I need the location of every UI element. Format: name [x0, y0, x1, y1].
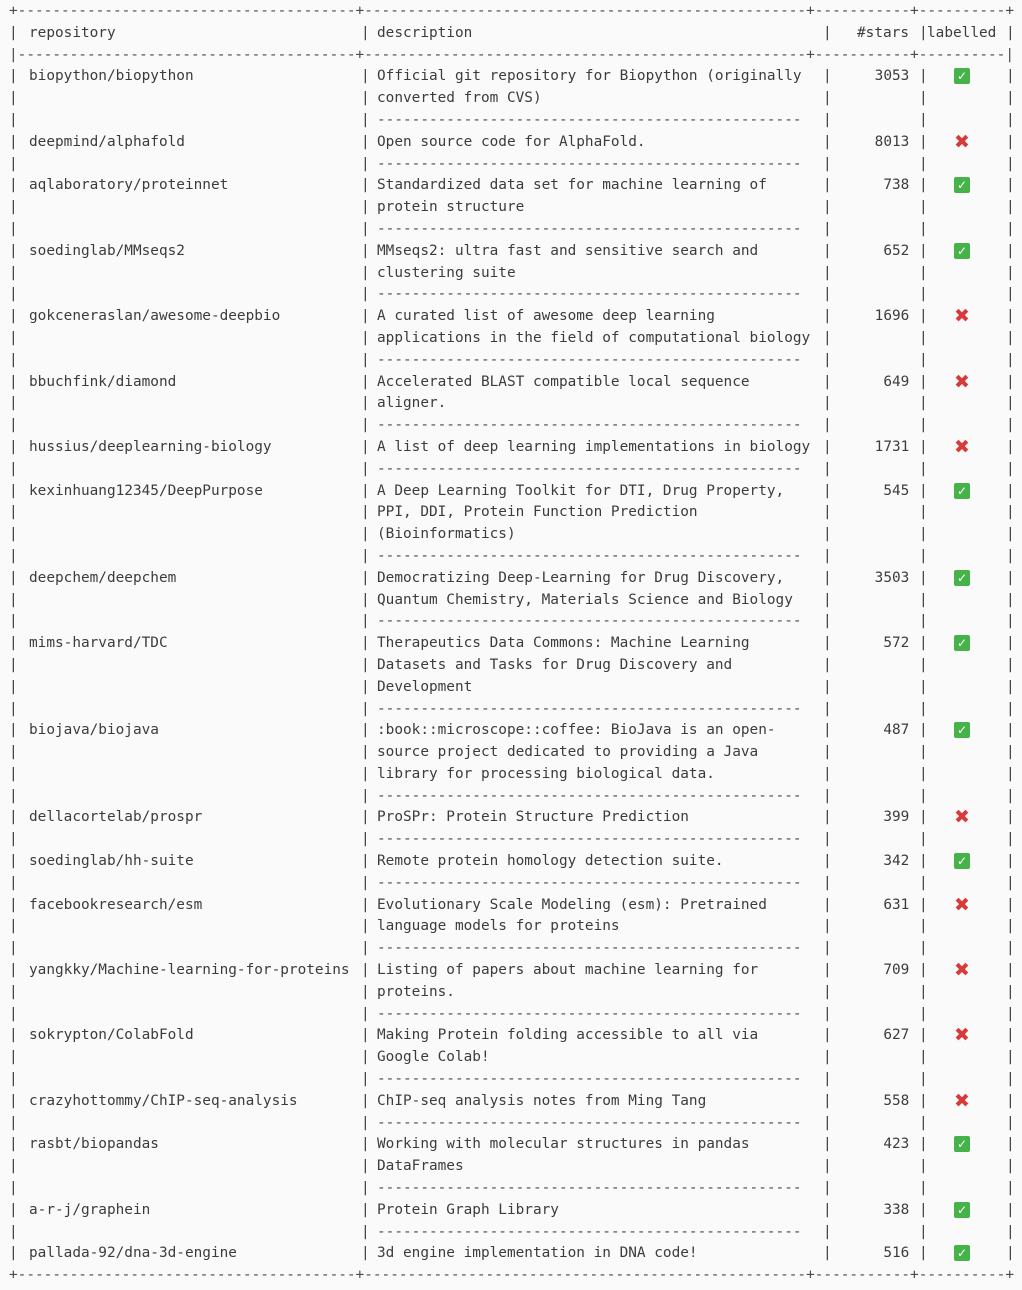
row-separator: | | | | | ------------------------------------------------- [9, 1180, 1015, 1197]
labelled-cell [949, 66, 975, 88]
check-mark-icon: ✓ [954, 570, 970, 586]
table-row-continuation: | | | | | (Bioinformatics) [9, 524, 1013, 546]
table-row: | | | | | biopython/biopython 3053 ✓ Official git repository for Biopython (originally [9, 66, 1013, 88]
repository-name[interactable]: soedinglab/MMseqs2 [29, 242, 185, 259]
header-row: | | | | | repository description #stars labelled [9, 23, 1013, 45]
row-separator: | | | | | ------------------------------------------------- [9, 111, 1015, 128]
description-line: protein structure [377, 199, 525, 216]
row-separator: | | | | | ------------------------------------------------- [9, 155, 1015, 172]
labelled-cell [949, 241, 975, 263]
stars-count: 8013 [874, 133, 918, 150]
repository-name[interactable]: pallada-92/dna-3d-engine [29, 1245, 237, 1262]
table-row-continuation: | | | | | DataFrames [9, 1156, 1013, 1178]
check-mark-icon: ✓ [954, 177, 970, 193]
repository-name[interactable]: yangkky/Machine-learning-for-proteins [29, 962, 350, 979]
header-repository: repository [29, 24, 116, 41]
labelled-cell [949, 1200, 975, 1222]
table-row: | | | | | hussius/deeplearning-biology 1731 ✖ A list of deep learning implementations in biology [9, 435, 1015, 458]
description-line: Quantum Chemistry, Materials Science and Biology [377, 591, 793, 608]
row-separator: | | | | | ------------------------------------------------- [9, 874, 1015, 891]
row-separator: | | | | | ------------------------------------------------- [9, 787, 1015, 804]
description-line: converted from CVS) [377, 90, 542, 107]
table-row-continuation: | | | | | Quantum Chemistry, Materials Science and Biology [9, 590, 1013, 612]
description-line: Listing of papers about machine learning for [377, 962, 759, 979]
description-line: source project dedicated to providing a Java [377, 744, 759, 761]
stars-count: 1731 [874, 438, 918, 455]
table-row-continuation: | | | | | proteins. [9, 982, 1013, 1004]
description-line: library for processing biological data. [377, 765, 715, 782]
table-row: | | | | | sokrypton/ColabFold 627 ✖ Making Protein folding accessible to all via [9, 1024, 1015, 1047]
table-row: | | | | | bbuchfink/diamond 649 ✖ Accelerated BLAST compatible local sequence [9, 370, 1015, 393]
description-line: 3d engine implementation in DNA code! [377, 1245, 698, 1262]
labelled-cell [949, 132, 975, 154]
repository-name[interactable]: bbuchfink/diamond [29, 373, 177, 390]
description-line: Google Colab! [377, 1049, 490, 1066]
row-separator: | | | | | ------------------------------------------------- [9, 1223, 1015, 1240]
description-line: DataFrames [377, 1158, 464, 1175]
table-row: | | | | | rasbt/biopandas 423 ✓ Working with molecular structures in pandas [9, 1134, 1013, 1156]
stars-count: 3053 [874, 68, 918, 85]
description-line: aligner. [377, 395, 447, 412]
check-mark-icon: ✓ [954, 853, 970, 869]
table-row-continuation: | | | | | language models for proteins [9, 916, 1013, 938]
labelled-cell [949, 175, 975, 197]
table-row: | | | | | deepchem/deepchem 3503 ✓ Democratizing Deep-Learning for Drug Discovery, [9, 568, 1013, 590]
description-line: Democratizing Deep-Learning for Drug Discovery, [377, 569, 785, 586]
table-row-continuation: | | | | | applications in the field of computational biology [9, 328, 1013, 350]
row-separator: | | | | | ------------------------------------------------- [9, 940, 1015, 957]
cross-mark-icon: ✖ [954, 806, 970, 829]
header-stars: #stars [857, 24, 909, 41]
table-row-continuation: | | | | | library for processing biological data. [9, 764, 1013, 786]
row-separator: | | | | | ------------------------------------------------- [9, 1114, 1015, 1131]
check-mark-icon: ✓ [954, 68, 970, 84]
check-mark-icon: ✓ [954, 1136, 970, 1152]
cross-mark-icon: ✖ [954, 1089, 970, 1112]
description-line: clustering suite [377, 264, 516, 281]
description-line: ProSPr: Protein Structure Prediction [377, 809, 689, 826]
description-line: proteins. [377, 983, 455, 1000]
description-line: Development [377, 678, 473, 695]
labelled-cell [949, 437, 975, 459]
table-row: | | | | | soedinglab/hh-suite 342 ✓ Remote protein homology detection suite. [9, 851, 1013, 873]
labelled-cell [949, 851, 975, 873]
repository-name[interactable]: deepmind/alphafold [29, 133, 185, 150]
table-row-continuation: | | | | | Datasets and Tasks for Drug Discovery and [9, 655, 1013, 677]
table-row-continuation: | | | | | Development [9, 677, 1013, 699]
repository-name[interactable]: deepchem/deepchem [29, 569, 177, 586]
description-line: Official git repository for Biopython (originally [377, 68, 802, 85]
cross-mark-icon: ✖ [954, 370, 970, 393]
repository-name[interactable]: aqlaboratory/proteinnet [29, 177, 229, 194]
description-line: :book::microscope::coffee: BioJava is an open- [377, 722, 776, 739]
repository-name[interactable]: facebookresearch/esm [29, 896, 203, 913]
stars-count: 652 [883, 242, 918, 259]
row-separator: | | | | | ------------------------------------------------- [9, 700, 1015, 717]
description-line: Standardized data set for machine learning of [377, 177, 767, 194]
labelled-cell [949, 1091, 975, 1113]
cross-mark-icon: ✖ [954, 130, 970, 153]
stars-count: 487 [883, 722, 918, 739]
table-row: | | | | | pallada-92/dna-3d-engine 516 ✓ 3d engine implementation in DNA code! [9, 1243, 1013, 1265]
table-row: | | | | | deepmind/alphafold 8013 ✖ Open source code for AlphaFold. [9, 130, 1015, 153]
check-mark-icon: ✓ [954, 243, 970, 259]
labelled-cell [949, 960, 975, 982]
cross-mark-icon: ✖ [954, 893, 970, 916]
cross-mark-icon: ✖ [954, 305, 970, 328]
row-separator: | | | | | ------------------------------------------------- [9, 286, 1015, 303]
labelled-cell [949, 633, 975, 655]
repository-name[interactable]: kexinhuang12345/DeepPurpose [29, 482, 263, 499]
stars-count: 516 [883, 1245, 918, 1262]
stars-count: 558 [883, 1092, 918, 1109]
table-row-continuation: | | | | | clustering suite [9, 263, 1013, 285]
stars-count: 1696 [874, 308, 918, 325]
check-mark-icon: ✓ [954, 1245, 970, 1261]
repository-name[interactable]: rasbt/biopandas [29, 1136, 159, 1153]
table-row: | | | | | gokceneraslan/awesome-deepbio 1696 ✖ A curated list of awesome deep learning [9, 305, 1015, 328]
description-line: Making Protein folding accessible to all via [377, 1027, 759, 1044]
row-separator: | | | | | ------------------------------------------------- [9, 220, 1015, 237]
cross-mark-icon: ✖ [954, 959, 970, 982]
table-bottom-border: +---------------------------------------+---------------------------------------------------+-----------+----------+ [9, 1267, 1015, 1284]
repository-name[interactable]: a-r-j/graphein [29, 1201, 151, 1218]
stars-count: 399 [883, 809, 918, 826]
labelled-cell [949, 720, 975, 742]
check-mark-icon: ✓ [954, 635, 970, 651]
row-separator: | | | | | ------------------------------------------------- [9, 547, 1015, 564]
table-row-continuation: | | | | | PPI, DDI, Protein Function Prediction [9, 502, 1013, 524]
table-top-border: +---------------------------------------+---------------------------------------------------+-----------+----------+ [9, 3, 1015, 19]
row-separator: | | | | | ------------------------------------------------- [9, 1005, 1015, 1022]
description-line: applications in the field of computational biology [377, 329, 811, 346]
table-row: | | | | | dellacortelab/prospr 399 ✖ ProSPr: Protein Structure Prediction [9, 806, 1015, 829]
description-line: A curated list of awesome deep learning [377, 308, 715, 325]
table-row-continuation: | | | | | aligner. [9, 393, 1013, 415]
labelled-cell [949, 306, 975, 328]
description-line: Remote protein homology detection suite. [377, 853, 724, 870]
repository-name[interactable]: soedinglab/hh-suite [29, 853, 194, 870]
labelled-cell [949, 1134, 975, 1156]
repository-name[interactable]: gokceneraslan/awesome-deepbio [29, 308, 281, 325]
stars-count: 3503 [874, 569, 918, 586]
row-separator: | | | | | ------------------------------------------------- [9, 613, 1015, 630]
table-row: | | | | | yangkky/Machine-learning-for-proteins 709 ✖ Listing of papers about machine learning for [9, 959, 1015, 982]
header-description: description [377, 24, 473, 41]
labelled-cell [949, 1025, 975, 1047]
row-separator: | | | | | ------------------------------------------------- [9, 460, 1015, 477]
repository-table [9, 1, 1013, 1287]
description-line: (Bioinformatics) [377, 526, 516, 543]
table-row: | | | | | a-r-j/graphein 338 ✓ Protein Graph Library [9, 1200, 1013, 1222]
stars-count: 342 [883, 853, 918, 870]
stars-count: 649 [883, 373, 918, 390]
row-separator: | | | | | ------------------------------------------------- [9, 831, 1015, 848]
check-mark-icon: ✓ [954, 722, 970, 738]
table-row-continuation: | | | | | Google Colab! [9, 1047, 1013, 1069]
description-line: Open source code for AlphaFold. [377, 133, 646, 150]
repository-name[interactable]: crazyhottommy/ChIP-seq-analysis [29, 1092, 298, 1109]
description-line: ChIP-seq analysis notes from Ming Tang [377, 1092, 707, 1109]
repository-name[interactable]: mims-harvard/TDC [29, 635, 168, 652]
description-line: A list of deep learning implementations in biology [377, 438, 811, 455]
labelled-cell [949, 895, 975, 917]
stars-count: 338 [883, 1201, 918, 1218]
row-separator: | | | | | ------------------------------------------------- [9, 351, 1015, 368]
stars-count: 423 [883, 1136, 918, 1153]
description-line: Datasets and Tasks for Drug Discovery and [377, 656, 733, 673]
check-mark-icon: ✓ [954, 1202, 970, 1218]
labelled-cell [949, 1243, 975, 1265]
table-row: | | | | | mims-harvard/TDC 572 ✓ Therapeutics Data Commons: Machine Learning [9, 633, 1013, 655]
description-line: language models for proteins [377, 918, 620, 935]
description-line: Evolutionary Scale Modeling (esm): Pretrained [377, 896, 767, 913]
description-line: MMseqs2: ultra fast and sensitive search and [377, 242, 759, 259]
stars-count: 572 [883, 635, 918, 652]
table-row-continuation: | | | | | protein structure [9, 197, 1013, 219]
cross-mark-icon: ✖ [954, 435, 970, 458]
repository-name[interactable]: biojava/biojava [29, 722, 159, 739]
labelled-cell [949, 481, 975, 503]
table-row: | | | | | soedinglab/MMseqs2 652 ✓ MMseqs2: ultra fast and sensitive search and [9, 241, 1013, 263]
repository-name[interactable]: hussius/deeplearning-biology [29, 438, 272, 455]
table-row: | | | | | facebookresearch/esm 631 ✖ Evolutionary Scale Modeling (esm): Pretrained [9, 893, 1015, 916]
stars-count: 738 [883, 177, 918, 194]
labelled-cell [949, 807, 975, 829]
header-labelled: labelled [927, 24, 997, 41]
repository-name[interactable]: biopython/biopython [29, 68, 194, 85]
row-separator: | | | | | ------------------------------------------------- [9, 1071, 1015, 1088]
labelled-cell [949, 568, 975, 590]
repository-name[interactable]: sokrypton/ColabFold [29, 1027, 194, 1044]
description-line: Protein Graph Library [377, 1201, 559, 1218]
header-separator: |---------------------------------------+---------------------------------------------------+-----------+----------| [9, 46, 1015, 63]
description-line: Accelerated BLAST compatible local sequence [377, 373, 750, 390]
row-separator: | | | | | ------------------------------------------------- [9, 417, 1015, 434]
table-row: | | | | | biojava/biojava 487 ✓ :book::microscope::coffee: BioJava is an open- [9, 720, 1013, 742]
stars-count: 709 [883, 962, 918, 979]
description-line: A Deep Learning Toolkit for DTI, Drug Property, [377, 482, 785, 499]
stars-count: 545 [883, 482, 918, 499]
repository-name[interactable]: dellacortelab/prospr [29, 809, 203, 826]
table-row-continuation: | | | | | source project dedicated to providing a Java [9, 742, 1013, 764]
stars-count: 631 [883, 896, 918, 913]
description-line: Therapeutics Data Commons: Machine Learning [377, 635, 750, 652]
labelled-cell [949, 372, 975, 394]
table-row: | | | | | kexinhuang12345/DeepPurpose 545 ✓ A Deep Learning Toolkit for DTI, Drug Property, [9, 481, 1013, 503]
table-row: | | | | | aqlaboratory/proteinnet 738 ✓ Standardized data set for machine learning of [9, 175, 1013, 197]
cross-mark-icon: ✖ [954, 1024, 970, 1047]
check-mark-icon: ✓ [954, 483, 970, 499]
stars-count: 627 [883, 1027, 918, 1044]
description-line: PPI, DDI, Protein Function Prediction [377, 504, 698, 521]
table-row-continuation: | | | | | converted from CVS) [9, 88, 1013, 110]
description-line: Working with molecular structures in pandas [377, 1136, 750, 1153]
table-row: | | | | | crazyhottommy/ChIP-seq-analysis 558 ✖ ChIP-seq analysis notes from Ming Tang [9, 1089, 1015, 1112]
